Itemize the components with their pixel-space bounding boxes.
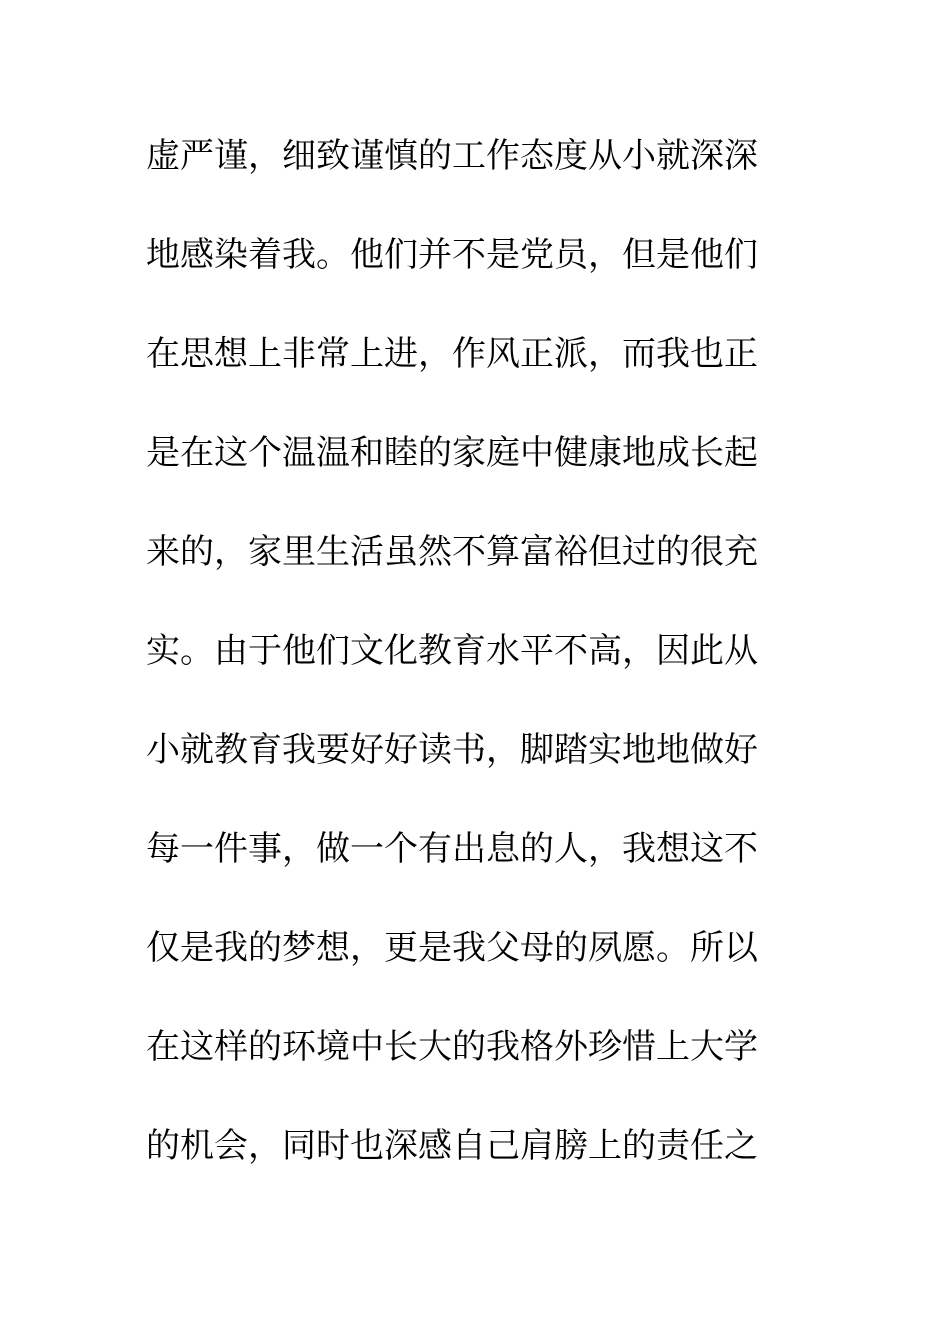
text-line-5: 来的，家里生活虽然不算富裕但过的很充 (146, 532, 758, 572)
text-line-2: 地感染着我。他们并不是党员，但是他们 (146, 235, 758, 275)
text-line-7: 小就教育我要好好读书，脚踏实地地做好 (146, 730, 758, 770)
text-line-1: 虚严谨，细致谨慎的工作态度从小就深深 (146, 136, 758, 176)
body-text (146, 128, 786, 1217)
text-line-11: 的机会，同时也深感自己肩膀上的责任之 (146, 1126, 758, 1166)
text-line-3: 在思想上非常上进，作风正派，而我也正 (146, 334, 758, 374)
text-line-10: 在这样的环境中长大的我格外珍惜上大学 (146, 1027, 758, 1067)
text-line-4: 是在这个温温和睦的家庭中健康地成长起 (146, 433, 758, 473)
text-line-9: 仅是我的梦想，更是我父母的夙愿。所以 (146, 928, 758, 968)
text-line-8: 每一件事，做一个有出息的人，我想这不 (146, 829, 758, 869)
text-line-6: 实。由于他们文化教育水平不高，因此从 (146, 631, 758, 671)
